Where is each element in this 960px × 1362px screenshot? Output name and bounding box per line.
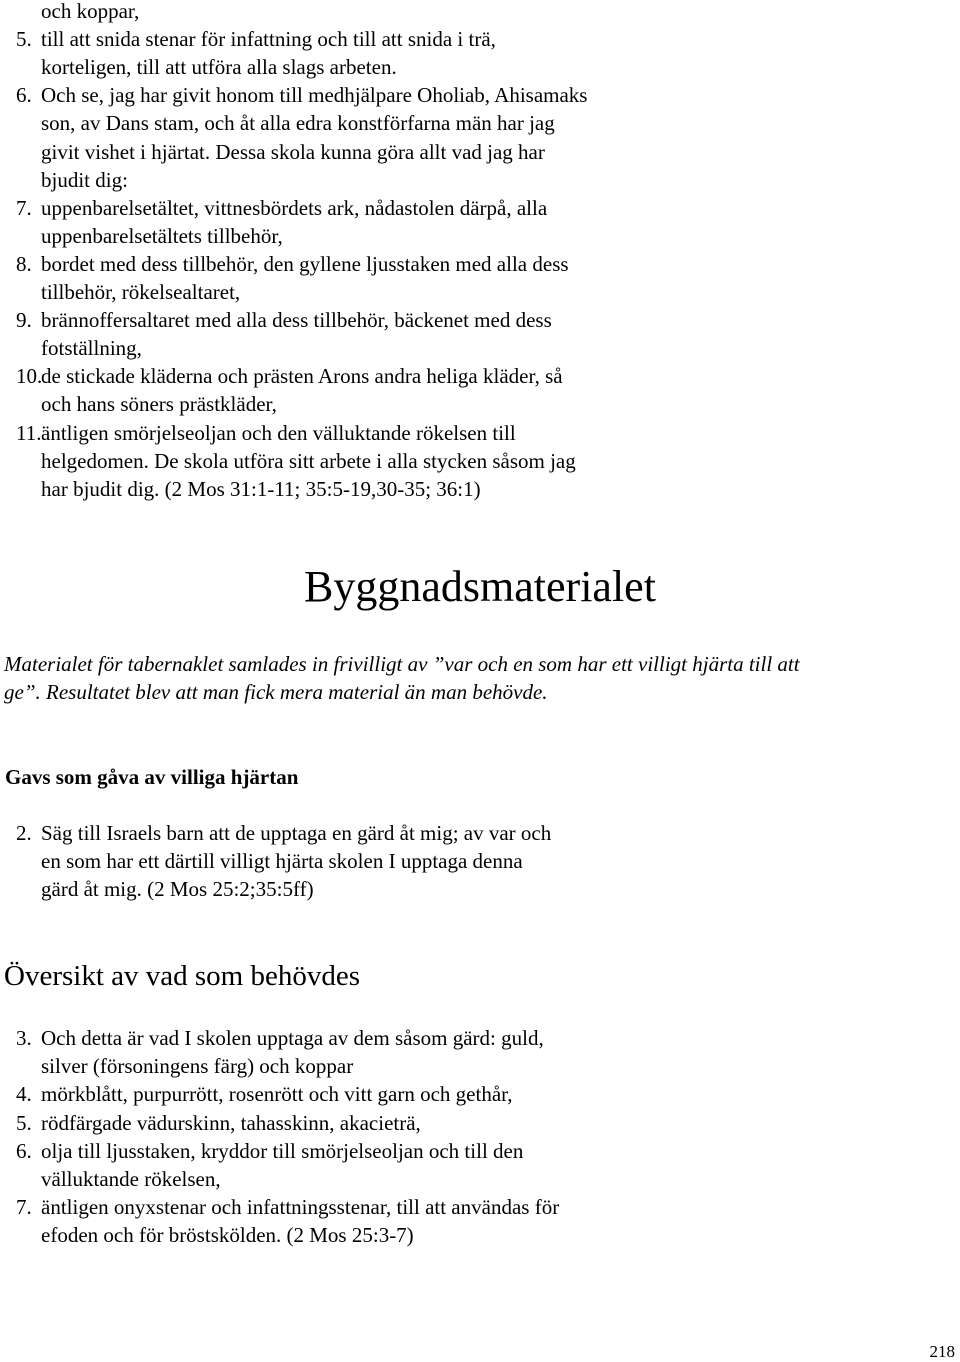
verse-text: silver (försoningens färg) och koppar <box>41 1054 354 1079</box>
intro-line: Materialet för tabernaklet samlades in frivilligt av ”var och en som har ett villigt hjärta till att <box>4 652 800 676</box>
verse-text: mörkblått, purpurrött, rosenrött och vitt garn och gethår, <box>41 1082 513 1107</box>
verse-number: 7. <box>16 1195 32 1220</box>
verse-text: och koppar, <box>41 0 140 23</box>
verse-text: uppenbarelsetältets tillbehör, <box>41 223 283 248</box>
verse-text: Och detta är vad I skolen upptaga av dem såsom gärd: guld, <box>41 1026 544 1050</box>
verse-text: och hans söners prästkläder, <box>41 392 277 417</box>
verse-text: son, av Dans stam, och åt alla edra konstförfarna män har jag <box>41 111 555 136</box>
verse-number: 5. <box>16 1110 32 1135</box>
verse-text: efoden och för bröstskölden. (2 Mos 25:3-7) <box>41 1223 414 1248</box>
verse-text: äntligen smörjelseoljan och den välluktande rökelsen till <box>41 420 516 445</box>
verse-text: Och se, jag har givit honom till medhjälpare Oholiab, Ahisamaks <box>41 83 588 108</box>
verse-text: har bjudit dig. (2 Mos 31:1-11; 35:5-19,30-35; 36:1) <box>41 476 481 501</box>
verse-text: välluktande rökelsen, <box>41 1167 221 1191</box>
verse-text: bjudit dig: <box>41 167 128 192</box>
verse-text: rödfärgade vädurskinn, tahasskinn, akacieträ, <box>41 1110 421 1135</box>
verse-text: en som har ett därtill villigt hjärta skolen I upptaga denna <box>41 849 523 873</box>
verse-text: uppenbarelsetältet, vittnesbördets ark, nådastolen därpå, alla <box>41 195 548 220</box>
verse-number: 6. <box>16 1138 32 1163</box>
section-heading-2: Översikt av vad som behövdes <box>4 960 360 992</box>
verse-number: 10. <box>16 364 43 389</box>
verse-number: 2. <box>16 821 32 845</box>
verse-text: fotställning, <box>41 336 142 361</box>
verse-text: helgedomen. De skola utföra sitt arbete i alla stycken såsom jag <box>41 448 576 473</box>
verse-text: äntligen onyxstenar och infattningsstenar, till att användas för <box>41 1195 560 1220</box>
verse-number: 9. <box>16 308 32 333</box>
verse-text: brännoffersaltaret med alla dess tillbehör, bäckenet med dess <box>41 308 552 333</box>
verse-number: 5. <box>16 27 32 52</box>
verse-text: till att snida stenar för infattning och till att snida i trä, <box>41 27 496 52</box>
page-number: 218 <box>929 1342 955 1361</box>
verse-text: korteligen, till att utföra alla slags arbeten. <box>41 55 397 80</box>
section-heading: Byggnadsmaterialet <box>304 562 656 611</box>
verse-number: 3. <box>16 1026 32 1050</box>
intro-line: ge”. Resultatet blev att man fick mera material än man behövde. <box>4 680 548 704</box>
verse-text: de stickade kläderna och prästen Arons andra heliga kläder, så <box>41 364 563 389</box>
subheading: Gavs som gåva av villiga hjärtan <box>5 765 299 789</box>
verse-text: bordet med dess tillbehör, den gyllene ljusstaken med alla dess <box>41 251 569 276</box>
verse-number: 6. <box>16 83 32 108</box>
verse-text: tillbehör, rökelsealtaret, <box>41 280 241 304</box>
verse-number: 7. <box>16 195 32 220</box>
verse-text: gärd åt mig. (2 Mos 25:2;35:5ff) <box>41 877 314 901</box>
verse-text: givit vishet i hjärtat. Dessa skola kunna göra allt vad jag har <box>41 139 545 164</box>
verse-text: olja till ljusstaken, kryddor till smörjelseoljan och till den <box>41 1138 524 1163</box>
verse-number: 11. <box>16 420 42 445</box>
verse-number: 8. <box>16 251 32 276</box>
verse-number: 4. <box>16 1082 32 1107</box>
verse-text: Säg till Israels barn att de upptaga en gärd åt mig; av var och <box>41 821 552 845</box>
